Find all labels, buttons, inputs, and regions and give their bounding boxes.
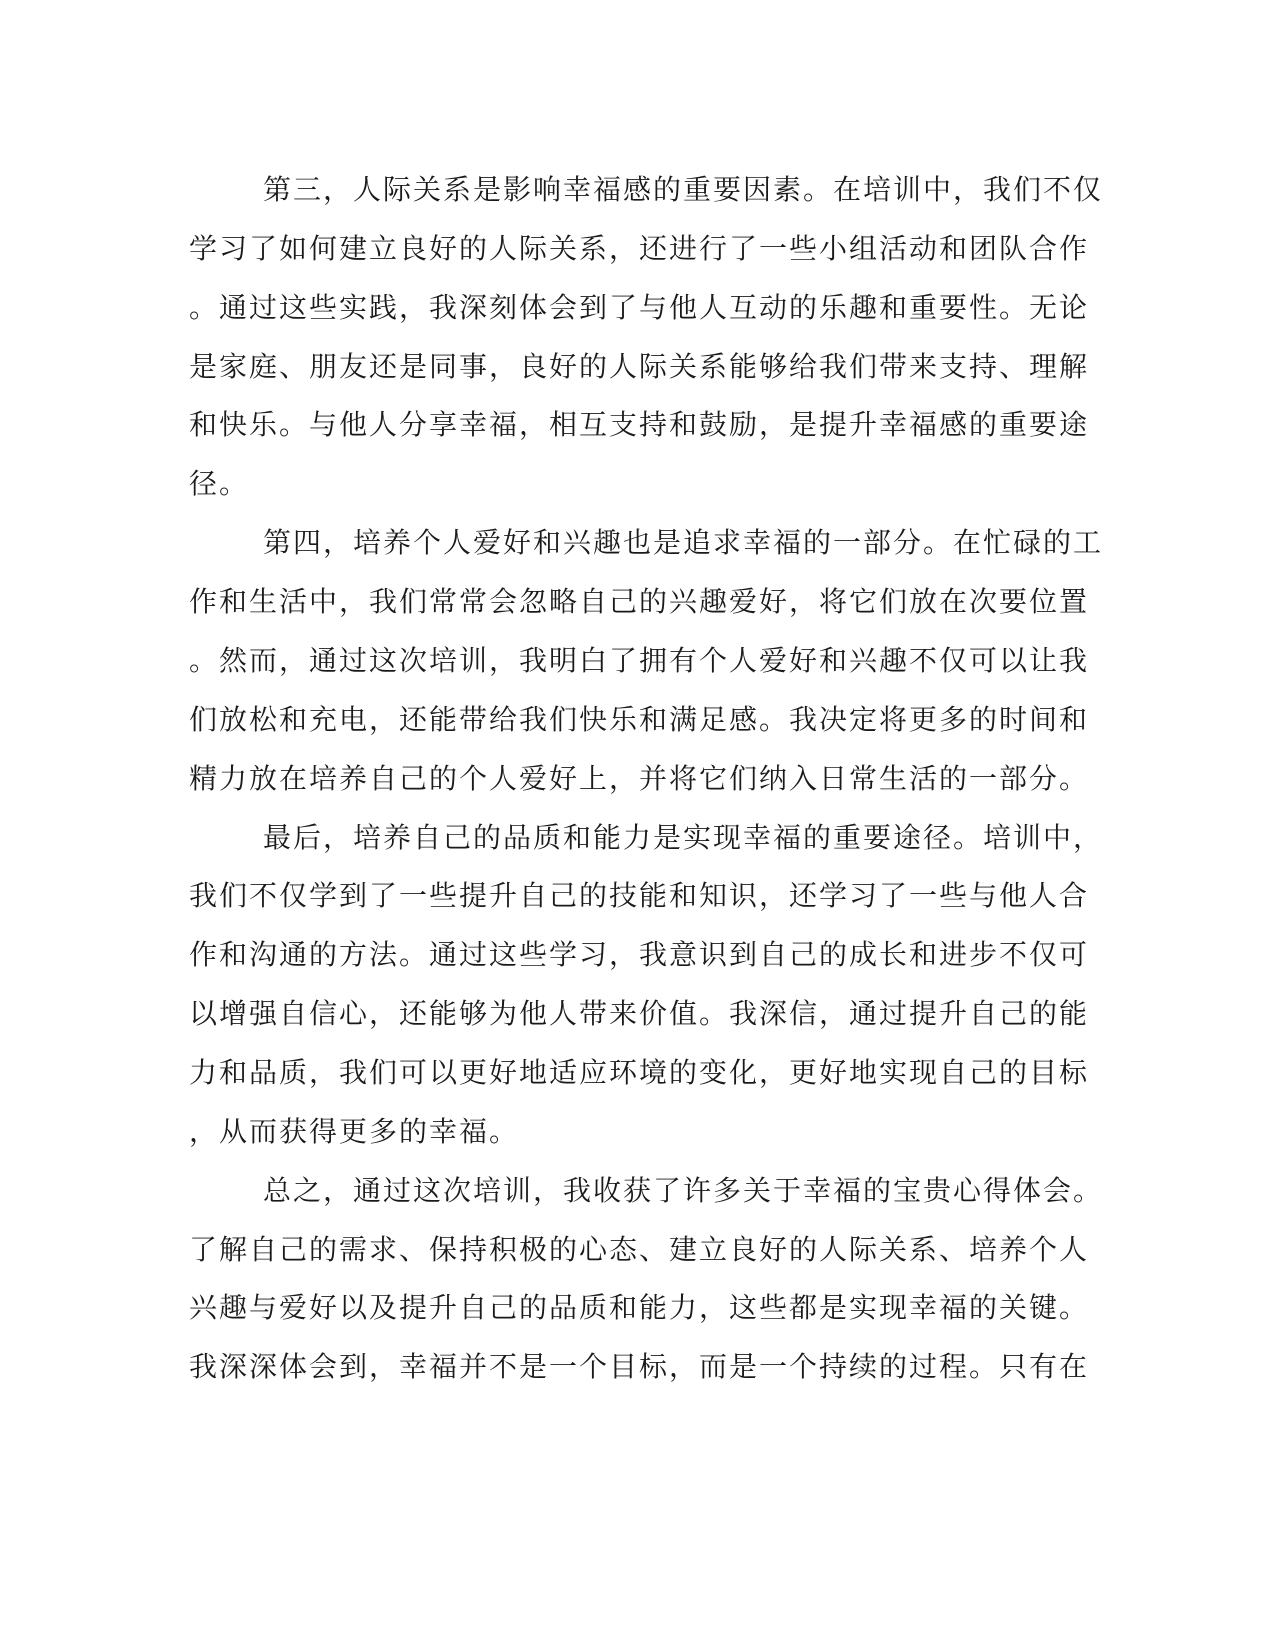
paragraph-4-line-1: 第四，培养个人爱好和兴趣也是追求幸福的一部分。在忙碌的工 [263, 526, 1104, 559]
paragraph-3-line-3: 。通过这些实践，我深刻体会到了与他人互动的乐趣和重要性。无论 [189, 291, 1090, 324]
paragraph-6-line-3: 兴趣与爱好以及提升自己的品质和能力，这些都是实现幸福的关键。 [189, 1291, 1090, 1324]
paragraph-5-line-6: ，从而获得更多的幸福。 [189, 1115, 520, 1148]
paragraph-3-line-6: 径。 [189, 467, 250, 500]
paragraph-5-line-1: 最后，培养自己的品质和能力是实现幸福的重要途径。培训中， [263, 821, 1104, 854]
paragraph-6-line-4: 我深深体会到，幸福并不是一个目标，而是一个持续的过程。只有在 [189, 1350, 1090, 1383]
paragraph-6-line-1: 总之，通过这次培训，我收获了许多关于幸福的宝贵心得体会。 [263, 1174, 1104, 1207]
paragraph-3-line-2: 学习了如何建立良好的人际关系，还进行了一些小组活动和团队合作 [189, 232, 1090, 265]
paragraph-4-line-5: 精力放在培养自己的个人爱好上，并将它们纳入日常生活的一部分。 [189, 762, 1090, 795]
paragraph-4-line-4: 们放松和充电，还能带给我们快乐和满足感。我决定将更多的时间和 [189, 703, 1090, 736]
paragraph-3-line-4: 是家庭、朋友还是同事，良好的人际关系能够给我们带来支持、理解 [189, 350, 1090, 383]
paragraph-3-line-1: 第三，人际关系是影响幸福感的重要因素。在培训中，我们不仅 [263, 173, 1104, 206]
paragraph-4-line-3: 。然而，通过这次培训，我明白了拥有个人爱好和兴趣不仅可以让我 [189, 644, 1090, 677]
paragraph-4-line-2: 作和生活中，我们常常会忽略自己的兴趣爱好，将它们放在次要位置 [189, 585, 1090, 618]
paragraph-5-line-5: 力和品质，我们可以更好地适应环境的变化，更好地实现自己的目标 [189, 1056, 1090, 1089]
paragraph-5-line-2: 我们不仅学到了一些提升自己的技能和知识，还学习了一些与他人合 [189, 879, 1090, 912]
paragraph-5-line-4: 以增强自信心，还能够为他人带来价值。我深信，通过提升自己的能 [189, 997, 1090, 1030]
paragraph-6-line-2: 了解自己的需求、保持积极的心态、建立良好的人际关系、培养个人 [189, 1233, 1090, 1266]
paragraph-5-line-3: 作和沟通的方法。通过这些学习，我意识到自己的成长和进步不仅可 [189, 938, 1090, 971]
paragraph-3-line-5: 和快乐。与他人分享幸福，相互支持和鼓励，是提升幸福感的重要途 [189, 408, 1090, 441]
